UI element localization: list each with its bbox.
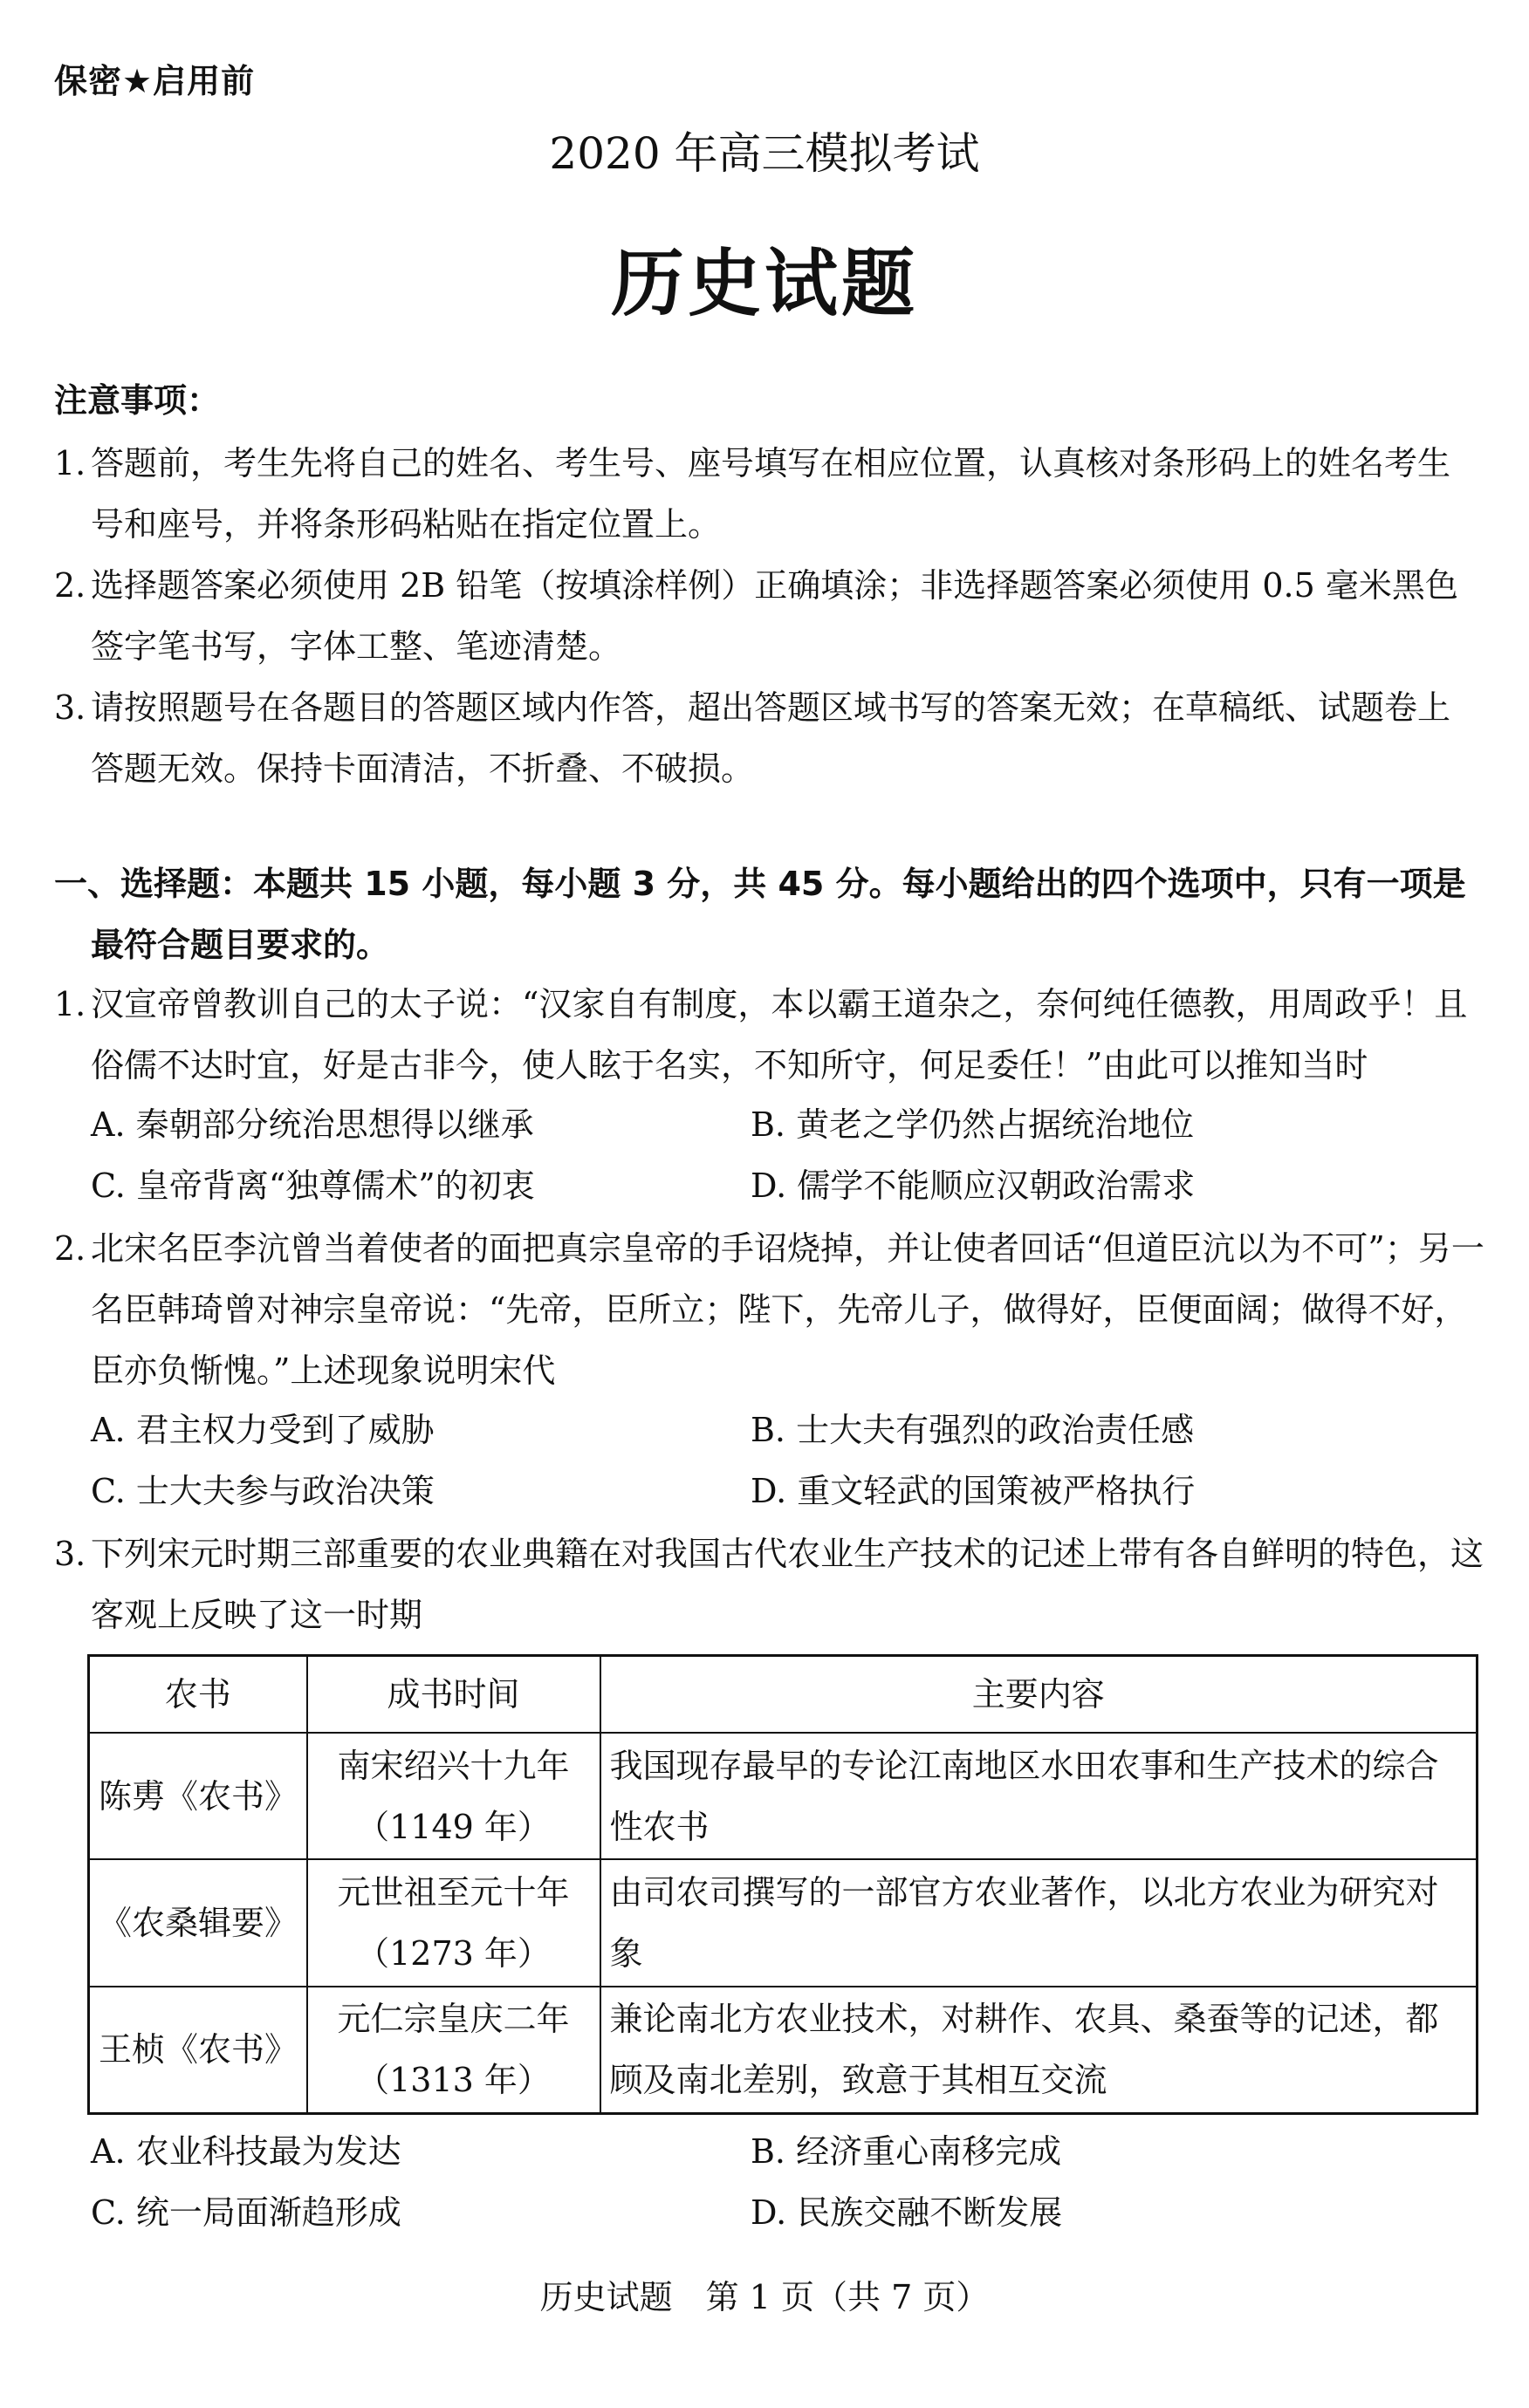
notice-text: 选择题答案必须使用 2B 铅笔（按填涂样例）正确填涂；非选择题答案必须使用 0.5 毫米黑色签字笔书写，字体工整、笔迹清楚。 [91,566,1458,666]
exam-name: 2020 年高三模拟考试 [549,128,980,179]
question-stem: 汉宣帝曾教训自己的太子说：“汉家自有制度，本以霸王道杂之，奈何纯任德教，用周政乎！且俗儒不达时宜，好是古非今，使人眩于名实，不知所守，何足委任！”由此可以推知当时 [91,985,1468,1084]
question-2-option-d: D. 重文轻武的国策被严格执行 [751,1472,1196,1510]
table-header: 成书时间 [307,1656,600,1734]
time-year: （1273 年） [356,1933,551,1973]
question-3-option-a: A. 农业科技最为发达 [91,2132,401,2171]
question-2-option-c: C. 士大夫参与政治决策 [91,1472,435,1510]
table-header-row [89,1656,1478,1734]
table-row [89,1733,1478,1859]
question-1-stem [54,974,1485,1096]
question-3-stem [54,1523,1485,1645]
table-row [89,1859,1478,1986]
question-number: 2. [54,1229,86,1268]
notice-number: 1. [54,444,86,482]
question-stem: 北宋名臣李沆曾当着使者的面把真宗皇帝的手诏烧掉，并让使者回话“但道臣沆以为不可”；另一名臣韩琦曾对神宗皇帝说：“先帝，臣所立；陛下，先帝儿子，做得好，臣便面阔；做得不好，臣亦负惭愧。”上述现象说明宋代 [91,1229,1484,1390]
notice-item-1 [54,433,1477,555]
question-2-option-b: B. 士大夫有强烈的政治责任感 [751,1411,1195,1449]
notice-number: 3. [54,688,86,727]
book-cell: 《农桑辑要》 [89,1859,307,1986]
page-footer: 历史试题 第 1 页（共 7 页） [539,2278,990,2316]
table-row [89,1987,1478,2114]
subject-title: 历史试题 [610,240,918,326]
time-reign: 元世祖至元十年 [337,1872,570,1912]
section-heading-line-2: 最符合题目要求的。 [91,926,390,964]
table-header: 农书 [89,1656,307,1734]
notice-title: 注意事项： [54,381,221,420]
time-cell [307,1733,600,1859]
question-stem: 下列宋元时期三部重要的农业典籍在对我国古代农业生产技术的记述上带有各自鲜明的特色，这客观上反映了这一时期 [91,1535,1484,1634]
section-heading [54,853,1485,975]
section-heading-line-1: 一、选择题：本题共 15 小题，每小题 3 分，共 45 分。每小题给出的四个选项中，只有一项是 [54,865,1466,903]
time-year: （1149 年） [356,1807,551,1846]
question-number: 1. [54,985,86,1023]
content-cell: 由司农司撰写的一部官方农业著作，以北方农业为研究对象 [600,1859,1478,1986]
time-cell [307,1987,600,2114]
content-cell: 兼论南北方农业技术，对耕作、农具、桑蚕等的记述，都顾及南北差别，致意于其相互交流 [600,1987,1478,2114]
time-reign: 南宋绍兴十九年 [337,1746,570,1785]
time-year: （1313 年） [356,2061,551,2100]
agriculture-books-table [87,1654,1478,2115]
question-1-option-b: B. 黄老之学仍然占据统治地位 [751,1105,1195,1144]
question-1-option-c: C. 皇帝背离“独尊儒术”的初衷 [91,1166,535,1205]
question-3-option-d: D. 民族交融不断发展 [751,2193,1063,2232]
book-cell: 陈旉《农书》 [89,1733,307,1859]
notice-item-3 [54,677,1477,799]
time-reign: 元仁宗皇庆二年 [337,2000,570,2039]
question-2-option-a: A. 君主权力受到了威胁 [91,1411,435,1449]
question-1-option-a: A. 秦朝部分统治思想得以继承 [91,1105,534,1144]
notice-number: 2. [54,566,86,605]
book-cell: 王桢《农书》 [89,1987,307,2114]
question-number: 3. [54,1535,86,1573]
notice-text: 请按照题号在各题目的答题区域内作答，超出答题区域书写的答案无效；在草稿纸、试题卷上答题无效。保持卡面清洁，不折叠、不破损。 [91,688,1451,788]
secret-label: 保密★启用前 [54,62,256,100]
question-3-option-c: C. 统一局面渐趋形成 [91,2193,401,2232]
question-2-stem [54,1218,1485,1401]
question-1-option-d: D. 儒学不能顺应汉朝政治需求 [751,1166,1196,1205]
table-header: 主要内容 [600,1656,1478,1734]
question-3-option-b: B. 经济重心南移完成 [751,2132,1062,2171]
notice-item-2 [54,555,1477,677]
time-cell [307,1859,600,1986]
notice-text: 答题前，考生先将自己的姓名、考生号、座号填写在相应位置，认真核对条形码上的姓名考生号和座号，并将条形码粘贴在指定位置上。 [91,444,1451,544]
content-cell: 我国现存最早的专论江南地区水田农事和生产技术的综合性农书 [600,1733,1478,1859]
